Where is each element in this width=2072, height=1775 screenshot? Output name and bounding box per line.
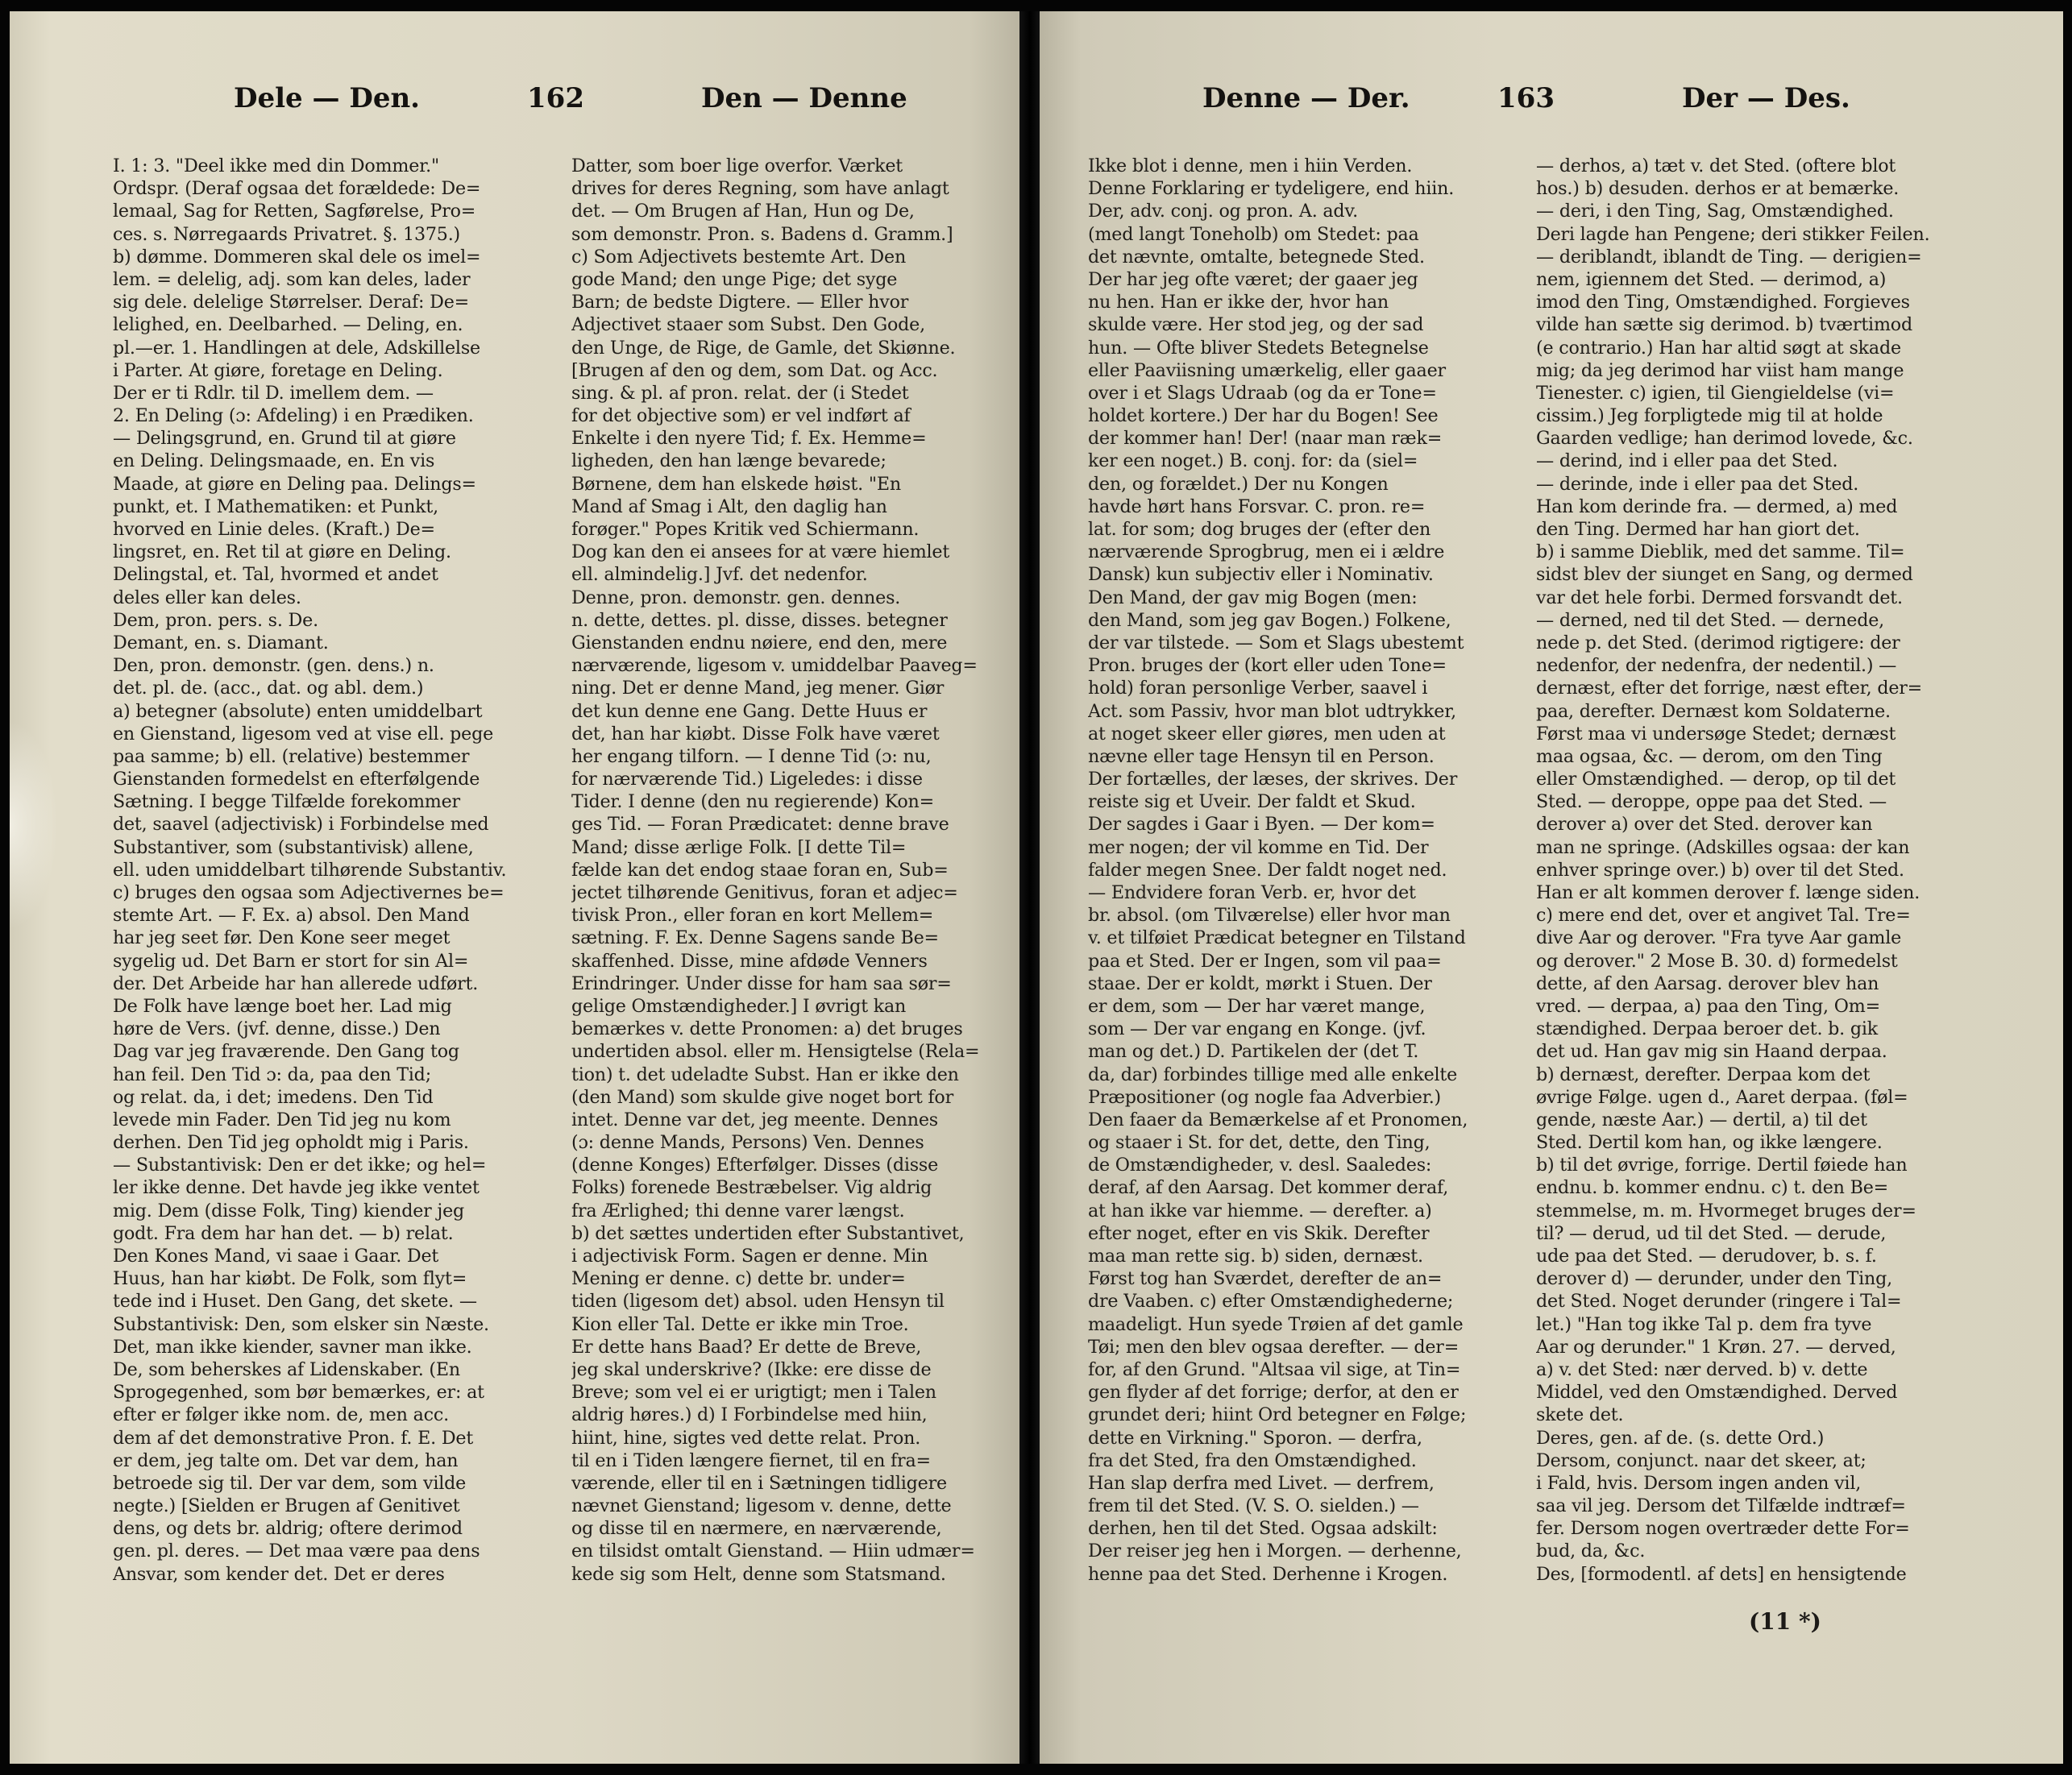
text-line: i Parter. At giøre, foretage en Deling. (113, 359, 443, 381)
text-line: Han er alt kommen derover f. længe siden. (1536, 882, 1920, 903)
text-line: ning. Det er denne Mand, jeg mener. Giør (571, 678, 945, 699)
text-line: punkt, et. I Mathematiken: et Punkt, (113, 496, 438, 517)
text-line: mig. Dem (disse Folk, Ting) kiender jeg (113, 1200, 465, 1221)
text-line: paa, derefter. Dernæst kom Soldaterne. (1536, 700, 1891, 722)
signature-mark: (11 *) (1749, 1608, 1821, 1635)
text-line: enhver springe over.) b) over til det Sted. (1536, 859, 1904, 881)
text-line: man og det.) D. Partikelen der (det T. (1088, 1041, 1419, 1063)
text-line: efter er følger ikke nom. de, men acc. (113, 1404, 449, 1426)
text-line: v. et tilføiet Prædicat betegner en Tilstand (1088, 927, 1466, 949)
text-line: Maade, at giøre en Deling paa. Delings= (113, 473, 476, 495)
text-line: var det hele forbi. Dermed forsvandt det. (1536, 587, 1903, 608)
text-line: derover d) — derunder, under den Ting, (1536, 1268, 1892, 1290)
text-line: nærværende Sprogbrug, men ei i ældre (1088, 541, 1445, 563)
text-line: er dem, som — Der har været mange, (1088, 995, 1426, 1017)
text-line: Der reiser jeg hen i Morgen. — derhenne, (1088, 1541, 1462, 1562)
text-line: han feil. Den Tid ɔ: da, paa den Tid; (113, 1064, 431, 1085)
light-spot (10, 720, 58, 930)
text-line: bud, da, &c. (1536, 1541, 1646, 1562)
text-line: Der er ti Rdlr. til D. imellem dem. — (113, 382, 434, 404)
text-line: forøger." Popes Kritik ved Schiermann. (571, 519, 920, 540)
text-line: for det objective som) er vel indført af (571, 405, 911, 427)
right-page-column-1 (1088, 155, 1528, 1586)
text-line: tivisk Pron., eller foran en kort Mellem= (571, 905, 934, 927)
text-line: Enkelte i den nyere Tid; f. Ex. Hemme= (571, 428, 927, 450)
text-line: (den Mand) som skulde give noget bort for (571, 1086, 953, 1108)
text-line: lat. for som; dog bruges der (efter den (1088, 519, 1431, 540)
text-line: Den Mand, der gav mig Bogen (men: (1088, 587, 1418, 608)
text-line: og derover." 2 Mose B. 30. d) formedelst (1536, 950, 1898, 972)
text-line: tede ind i Huset. Den Gang, det skete. — (113, 1291, 477, 1313)
text-line: — Delingsgrund, en. Grund til at giøre (113, 428, 456, 450)
text-line: i Fald, hvis. Dersom ingen anden vil, (1536, 1472, 1862, 1494)
text-line: nem, igiennem det Sted. — derimod, a) (1536, 268, 1887, 290)
text-line: br. absol. (om Tilværelse) eller hvor man (1088, 905, 1451, 927)
text-line: fra det Sted, fra den Omstændighed. (1088, 1449, 1417, 1471)
text-line: Sted. Dertil kom han, og ikke længere. (1536, 1132, 1883, 1154)
text-line: Mening er denne. c) dette br. under= (571, 1268, 906, 1290)
right-guide-word: Den — Denne (701, 82, 907, 114)
text-line: værende, eller til en i Sætningen tidligere (571, 1472, 947, 1494)
text-line: Deri lagde han Pengene; deri stikker Feilen. (1536, 223, 1930, 245)
text-line: aldrig høres.) d) I Forbindelse med hiin, (571, 1404, 928, 1426)
text-line: — deri, i den Ting, Sag, Omstændighed. (1536, 201, 1894, 222)
text-line: de Omstændigheder, v. desl. Saaledes: (1088, 1155, 1432, 1176)
text-line: skete det. (1536, 1404, 1624, 1426)
text-line: hold) foran personlige Verber, saavel i (1088, 678, 1428, 699)
text-line: stemte Art. — F. Ex. a) absol. Den Mand (113, 905, 470, 927)
text-line: Gienstanden formedelst en efterfølgende (113, 769, 480, 790)
text-line: Børnene, dem han elskede høist. "En (571, 473, 901, 495)
text-line: det nævnte, omtalte, betegnede Sted. (1088, 246, 1425, 267)
text-line: eller Paaviisning umærkelig, eller gaaer (1088, 359, 1446, 381)
text-line: en Deling. Delingsmaade, en. En vis (113, 450, 435, 472)
text-line: — derind, ind i eller paa det Sted. (1536, 450, 1838, 472)
text-line: vred. — derpaa, a) paa den Ting, Om= (1536, 995, 1880, 1017)
text-line: Den Kones Mand, vi saae i Gaar. Det (113, 1246, 439, 1267)
text-line: den Mand, som jeg gav Bogen.) Folkene, (1088, 609, 1451, 631)
text-line: nedenfor, der nedenfra, der nedentil.) — (1536, 655, 1897, 677)
text-line: stemmelse, m. m. Hvormeget bruges der= (1536, 1200, 1916, 1221)
text-line: skaffenhed. Disse, mine afdøde Venners (571, 950, 928, 972)
text-line: Han kom derinde fra. — dermed, a) med (1536, 496, 1898, 517)
text-line: gen flyder af det forrige; derfor, at den er (1088, 1382, 1459, 1404)
text-line: for, af den Grund. "Altsaa vil sige, at Tin= (1088, 1358, 1461, 1380)
left-guide-word: Denne — Der. (1202, 82, 1410, 114)
text-line: [Brugen af den og dem, som Dat. og Acc. (571, 359, 938, 381)
text-line: Ansvar, som kender det. Det er deres (113, 1563, 445, 1585)
text-line: — derhos, a) tæt v. det Sted. (oftere blot (1536, 156, 1896, 176)
text-line: endnu. b. kommer endnu. c) t. den Be= (1536, 1177, 1889, 1199)
text-line: hos.) b) desuden. derhos er at bemærke. (1536, 178, 1900, 200)
text-line: Mand af Smag i Alt, den daglig han (571, 496, 887, 517)
text-line: hun. — Ofte bliver Stedets Betegnelse (1088, 337, 1429, 359)
text-line: drives for deres Regning, som have anlagt (571, 178, 949, 200)
text-line: det, han har kiøbt. Disse Folk have været (571, 723, 940, 744)
text-line: gelige Omstændigheder.] I øvrigt kan (571, 995, 907, 1017)
text-line: tion) t. det udeladte Subst. Han er ikke den (571, 1064, 959, 1085)
text-line: b) dømme. Dommeren skal dele os imel= (113, 246, 481, 267)
text-line: som demonstr. Pron. s. Badens d. Gramm.] (571, 223, 953, 245)
text-line: b) det sættes undertiden efter Substantivet, (571, 1222, 965, 1244)
text-line: Er dette hans Baad? Er dette de Breve, (571, 1336, 922, 1358)
text-line: Tøi; men den blev ogsaa derefter. — der= (1088, 1336, 1460, 1358)
text-line: det kun denne ene Gang. Dette Huus er (571, 700, 928, 722)
text-line: havde hørt hans Forsvar. C. pron. re= (1088, 496, 1426, 517)
text-line: der kommer han! Der! (naar man ræk= (1088, 428, 1443, 450)
text-line: pl.—er. 1. Handlingen at dele, Adskillelse (113, 337, 480, 359)
text-line: fer. Dersom nogen overtræder dette For= (1536, 1518, 1910, 1540)
text-line: ell. almindelig.] Jvf. det nedenfor. (571, 564, 868, 586)
text-line: Sted. — deroppe, oppe paa det Sted. — (1536, 791, 1887, 813)
text-line: (med langt Toneholb) om Stedet: paa (1088, 223, 1419, 245)
text-line: frem til det Sted. (V. S. O. sielden.) — (1088, 1495, 1419, 1517)
text-line: Gaarden vedlige; han derimod lovede, &c. (1536, 428, 1913, 450)
text-line: i adjectivisk Form. Sagen er denne. Min (571, 1246, 928, 1267)
text-line: Der sagdes i Gaar i Byen. — Der kom= (1088, 814, 1435, 836)
text-line: staae. Der er koldt, mørkt i Stuen. Der (1088, 973, 1432, 994)
text-line: henne paa det Sted. Derhenne i Krogen. (1088, 1563, 1448, 1585)
text-line: hiint, hine, sigtes ved dette relat. Pron. (571, 1427, 921, 1449)
text-line: Huus, han har kiøbt. De Folk, som flyt= (113, 1268, 467, 1290)
text-line: dive Aar og derover. "Fra tyve Aar gamle (1536, 927, 1902, 949)
text-line: Ordspr. (Deraf ogsaa det forældede: De= (113, 178, 481, 200)
text-line: — Substantivisk: Den er det ikke; og hel= (113, 1155, 487, 1176)
text-line: Delingstal, et. Tal, hvormed et andet (113, 564, 438, 586)
text-line: man ne springe. (Adskilles ogsaa: der kan (1536, 836, 1910, 858)
text-line: at han ikke var hiemme. — derefter. a) (1088, 1200, 1432, 1221)
text-line: b) i samme Dieblik, med det samme. Til= (1536, 541, 1905, 563)
text-line: maa man rette sig. b) siden, dernæst. (1088, 1246, 1423, 1267)
text-line: gode Mand; den unge Pige; det syge (571, 268, 898, 290)
text-line: nævnet Gienstand; ligesom v. denne, dette (571, 1495, 952, 1517)
text-line: dre Vaaben. c) efter Omstændighederne; (1088, 1291, 1454, 1313)
text-line: mer nogen; der vil komme en Tid. Der (1088, 836, 1429, 858)
text-line: ell. uden umiddelbart tilhørende Substantiv. (113, 859, 507, 881)
text-line: fælde kan det endog staae foran en, Sub= (571, 859, 949, 881)
text-line: Aar og derunder." 1 Krøn. 27. — derved, (1536, 1336, 1896, 1358)
text-line: deles eller kan deles. (113, 587, 301, 608)
text-line: nærværende, ligesom v. umiddelbar Paaveg= (571, 655, 978, 677)
text-line: De, som beherskes af Lidenskaber. (En (113, 1358, 460, 1380)
text-line: som — Der var engang en Konge. (jvf. (1088, 1018, 1426, 1040)
text-line: dens, og dets br. aldrig; oftere derimod (113, 1518, 463, 1540)
text-line: (denne Konges) Efterfølger. Disses (disse (571, 1155, 939, 1176)
text-line: b) dernæst, derefter. Derpaa kom det (1536, 1064, 1871, 1085)
text-line: Substantivisk: Den, som elsker sin Næste. (113, 1313, 489, 1335)
text-line: Gienstanden endnu nøiere, end den, mere (571, 632, 948, 653)
text-line: det ud. Han gav mig sin Haand derpaa. (1536, 1041, 1887, 1063)
text-line: Breve; som vel ei er urigtigt; men i Talen (571, 1382, 936, 1404)
text-line: efter noget, efter en vis Skik. Derefter (1088, 1222, 1430, 1244)
text-line: den Ting. Dermed har han giort det. (1536, 519, 1860, 540)
text-line: ces. s. Nørregaards Privatret. §. 1375.) (113, 223, 461, 245)
text-line: det. — Om Brugen af Han, Hun og De, (571, 201, 915, 222)
text-line: b) til det øvrige, forrige. Dertil føiede han (1536, 1155, 1908, 1176)
text-line: den, og forældet.) Der nu Kongen (1088, 473, 1389, 495)
text-line: — derned, ned til det Sted. — dernede, (1536, 609, 1884, 631)
text-line: let.) "Han tog ikke Tal p. dem fra tyve (1536, 1313, 1872, 1335)
text-line: Dem, pron. pers. s. De. (113, 609, 318, 631)
text-line: dette, af den Aarsag. derover blev han (1536, 973, 1879, 994)
text-line: lelighed, en. Deelbarhed. — Deling, en. (113, 314, 463, 336)
text-line: Først tog han Sværdet, derefter de an= (1088, 1268, 1443, 1290)
text-line: holdet kortere.) Der har du Bogen! See (1088, 405, 1439, 427)
text-line: sygelig ud. Det Barn er stort for sin Al= (113, 950, 469, 972)
text-line: en Gienstand, ligesom ved at vise ell. pege (113, 723, 494, 744)
text-line: Act. som Passiv, hvor man blot udtrykker, (1088, 700, 1457, 722)
text-line: og staaer i St. for det, dette, den Ting, (1088, 1132, 1430, 1154)
text-line: Den, pron. demonstr. (gen. dens.) n. (113, 655, 434, 677)
text-line: Adjectivet staaer som Subst. Den Gode, (571, 314, 925, 336)
text-line: kede sig som Helt, denne som Statsmand. (571, 1563, 946, 1585)
text-line: at noget skeer eller giøres, men uden at (1088, 723, 1446, 744)
text-line: Dersom, conjunct. naar det skeer, at; (1536, 1449, 1866, 1471)
text-line: lingsret, en. Ret til at giøre en Deling. (113, 541, 451, 563)
text-line: nævne eller tage Hensyn til en Person. (1088, 745, 1435, 767)
text-line: den Unge, de Rige, de Gamle, det Skiønne. (571, 337, 956, 359)
text-line: Folks) forenede Bestræbelser. Vig aldrig (571, 1177, 932, 1199)
text-line: Sprogegenhed, som bør bemærkes, er: at (113, 1382, 484, 1404)
text-line: deraf, af den Aarsag. Det kommer deraf, (1088, 1177, 1449, 1199)
text-line: Det, man ikke kiender, savner man ikke. (113, 1336, 472, 1358)
text-line: Substantiver, som (substantivisk) allene, (113, 836, 474, 858)
left-page-column-1 (113, 155, 558, 1586)
text-line: sætning. F. Ex. Denne Sagens sande Be= (571, 927, 939, 949)
text-line: jectet tilhørende Genitivus, foran et adjec= (571, 882, 958, 903)
text-line: tiden (ligesom det) absol. uden Hensyn til (571, 1291, 945, 1313)
text-line: Der har jeg ofte været; der gaaer jeg (1088, 268, 1418, 290)
text-line: — Endvidere foran Verb. er, hvor det (1088, 882, 1416, 903)
text-line: Ikke blot i denne, men i hiin Verden. (1088, 156, 1413, 176)
text-line: cissim.) Jeg forpligtede mig til at holde (1536, 405, 1883, 427)
text-line: er dem, jeg talte om. Det var dem, han (113, 1449, 459, 1471)
text-line: Præpositioner (og nogle faa Adverbier.) (1088, 1086, 1442, 1108)
text-line: stændighed. Derpaa beroer det. b. gik (1536, 1018, 1879, 1040)
text-line: Des, [formodentl. af dets] en hensigtende (1536, 1563, 1907, 1585)
text-line: dernæst, efter det forrige, næst efter, der= (1536, 678, 1923, 699)
text-line: gende, næste Aar.) — dertil, a) til det (1536, 1109, 1867, 1130)
text-line: bemærkes v. dette Pronomen: a) det bruges (571, 1018, 963, 1040)
text-line: derhen, hen til det Sted. Ogsaa adskilt: (1088, 1518, 1438, 1540)
text-line: lemaal, Sag for Retten, Sagførelse, Pro= (113, 201, 476, 222)
text-line: Denne Forklaring er tydeligere, end hiin. (1088, 178, 1455, 200)
text-line: dette en Virkning." Sporon. — derfra, (1088, 1427, 1422, 1449)
text-line: nu hen. Han er ikke der, hvor han (1088, 292, 1389, 313)
text-line: for nærværende Tid.) Ligeledes: i disse (571, 769, 923, 790)
text-line: levede min Fader. Den Tid jeg nu kom (113, 1109, 451, 1130)
text-line: derhen. Den Tid jeg opholdt mig i Paris. (113, 1132, 469, 1154)
text-line: Sætning. I begge Tilfælde forekommer (113, 791, 460, 813)
left-page-column-2 (571, 155, 1007, 1586)
text-line: — derinde, inde i eller paa det Sted. (1536, 473, 1859, 495)
text-line: det Sted. Noget derunder (ringere i Tal= (1536, 1291, 1902, 1313)
text-line: skulde være. Her stod jeg, og der sad (1088, 314, 1424, 336)
text-line: og disse til en nærmere, en nærværende, (571, 1518, 942, 1540)
text-line: (ɔ: denne Mands, Persons) Ven. Dennes (571, 1132, 924, 1154)
text-line: Pron. bruges der (kort eller uden Tone= (1088, 655, 1447, 677)
text-line: ligheden, den han længe bevarede; (571, 450, 887, 472)
text-line: til en i Tiden længere fiernet, til en fra= (571, 1449, 931, 1471)
text-line: Den faaer da Bemærkelse af et Pronomen, (1088, 1109, 1468, 1130)
text-line: Demant, en. s. Diamant. (113, 632, 329, 653)
left-guide-word: Dele — Den. (234, 82, 421, 114)
text-line: en tilsidst omtalt Gienstand. — Hiin udmær= (571, 1541, 975, 1562)
text-line: Datter, som boer lige overfor. Værket (571, 156, 903, 176)
text-line: c) mere end det, over et angivet Tal. Tre= (1536, 905, 1911, 927)
text-line: over i et Slags Udraab (og da er Tone= (1088, 382, 1437, 404)
text-line: c) Som Adjectivets bestemte Art. Den (571, 246, 907, 267)
text-line: falder megen Snee. Der faldt noget ned. (1088, 859, 1447, 881)
text-line: ude paa det Sted. — derudover, b. s. f. (1536, 1246, 1877, 1267)
text-line: her engang tilforn. — I denne Tid (ɔ: nu, (571, 745, 932, 767)
text-line: Først maa vi undersøge Stedet; dernæst (1536, 723, 1896, 744)
text-line: hvorved en Linie deles. (Kraft.) De= (113, 519, 435, 540)
text-line: sing. & pl. af pron. relat. der (i Stedet (571, 382, 909, 404)
text-line: paa samme; b) ell. (relative) bestemmer (113, 745, 470, 767)
page-number: 163 (1497, 82, 1555, 114)
text-line: De Folk have længe boet her. Lad mig (113, 995, 452, 1017)
text-line: undertiden absol. eller m. Hensigtelse (Rela= (571, 1041, 980, 1063)
text-line: og relat. da, i det; imedens. Den Tid (113, 1086, 434, 1108)
text-line: lem. = delelig, adj. som kan deles, lader (113, 268, 471, 290)
text-line: derover a) over det Sted. derover kan (1536, 814, 1873, 836)
text-line: Deres, gen. af de. (s. dette Ord.) (1536, 1427, 1825, 1449)
text-line: ler ikke denne. Det havde jeg ikke ventet (113, 1177, 480, 1199)
text-line: eller Omstændighed. — derop, op til det (1536, 769, 1896, 790)
text-line: Dog kan den ei ansees for at være hiemlet (571, 541, 950, 563)
text-line: Dag var jeg fraværende. Den Gang tog (113, 1041, 459, 1063)
text-line: reiste sig et Uveir. Der faldt et Skud. (1088, 791, 1416, 813)
text-line: betroede sig til. Der var dem, som vilde (113, 1472, 467, 1494)
text-line: Barn; de bedste Digtere. — Eller hvor (571, 292, 909, 313)
text-line: negte.) [Sielden er Brugen af Genitivet (113, 1495, 460, 1517)
text-line: Han slap derfra med Livet. — derfrem, (1088, 1472, 1435, 1494)
text-line: maadeligt. Hun syede Trøien af det gamle (1088, 1313, 1464, 1335)
text-line: vilde han sætte sig derimod. b) tværtimod (1536, 314, 1912, 336)
page-number: 162 (527, 82, 584, 114)
text-line: øvrige Følge. ugen d., Aaret derpaa. (føl= (1536, 1086, 1908, 1108)
right-page (1040, 11, 2063, 1764)
text-line: saa vil jeg. Dersom det Tilfælde indtræf= (1536, 1495, 1906, 1517)
text-line: fra Ærlighed; thi denne varer længst. (571, 1200, 905, 1221)
text-line: 2. En Deling (ɔ: Afdeling) i en Prædiken. (113, 405, 474, 427)
text-line: mig; da jeg derimod har viist ham mange (1536, 359, 1904, 381)
text-line: Tienester. c) igien, til Giengieldelse (vi= (1536, 382, 1895, 404)
text-line: grundet deri; hiint Ord betegner en Følge; (1088, 1404, 1467, 1426)
text-line: ker een noget.) B. conj. for: da (siel= (1088, 450, 1418, 472)
text-line: Kion eller Tal. Dette er ikke min Troe. (571, 1313, 909, 1335)
book-gutter (1019, 11, 1040, 1764)
text-line: Middel, ved den Omstændighed. Derved (1536, 1382, 1898, 1404)
text-line: Tider. I denne (den nu regierende) Kon= (571, 791, 935, 813)
text-line: I. 1: 3. "Deel ikke med din Dommer." (113, 156, 439, 176)
text-line: (e contrario.) Han har altid søgt at skade (1536, 337, 1901, 359)
left-page (10, 11, 1019, 1764)
text-line: Erindringer. Under disse for ham saa sør= (571, 973, 952, 994)
text-line: nede p. det Sted. (derimod rigtigere: der (1536, 632, 1900, 653)
text-line: til? — derud, ud til det Sted. — derude, (1536, 1222, 1887, 1244)
text-line: gen. pl. deres. — Det maa være paa dens (113, 1541, 480, 1562)
text-line: da, dar) forbindes tillige med alle enkelte (1088, 1064, 1458, 1085)
right-guide-word: Der — Des. (1682, 82, 1850, 114)
text-line: maa ogsaa, &c. — derom, om den Ting (1536, 745, 1883, 767)
text-line: det. pl. de. (acc., dat. og abl. dem.) (113, 678, 424, 699)
text-line: a) betegner (absolute) enten umiddelbart (113, 700, 483, 722)
text-line: Der fortælles, der læses, der skrives. Der (1088, 769, 1458, 790)
text-line: paa et Sted. Der er Ingen, som vil paa= (1088, 950, 1442, 972)
text-line: har jeg seet før. Den Kone seer meget (113, 927, 451, 949)
text-line: høre de Vers. (jvf. denne, disse.) Den (113, 1018, 441, 1040)
text-line: a) v. det Sted: nær derved. b) v. dette (1536, 1358, 1868, 1380)
text-line: der. Det Arbeide har han allerede udført. (113, 973, 479, 994)
text-line: imod den Ting, Omstændighed. Forgieves (1536, 292, 1910, 313)
text-line: — deriblandt, iblandt de Ting. — derigien= (1536, 246, 1922, 267)
left-page-header (10, 82, 1019, 131)
text-line: sidst blev der siunget en Sang, og dermed (1536, 564, 1913, 586)
text-line: Der, adv. conj. og pron. A. adv. (1088, 201, 1358, 222)
text-line: sig dele. delelige Størrelser. Deraf: De= (113, 292, 470, 313)
text-line: dem af det demonstrative Pron. f. E. Det (113, 1427, 474, 1449)
text-line: c) bruges den ogsaa som Adjectivernes be= (113, 882, 505, 903)
text-line: intet. Denne var det, jeg meente. Dennes (571, 1109, 938, 1130)
text-line: Mand; disse ærlige Folk. [I dette Til= (571, 836, 907, 858)
right-page-column-2 (1536, 155, 1979, 1586)
text-line: Denne, pron. demonstr. gen. dennes. (571, 587, 901, 608)
text-line: jeg skal underskrive? (Ikke: ere disse de (571, 1358, 932, 1380)
text-line: der var tilstede. — Som et Slags ubestemt (1088, 632, 1464, 653)
right-page-header (1040, 82, 2063, 131)
text-line: Dansk) kun subjectiv eller i Nominativ. (1088, 564, 1434, 586)
text-line: n. dette, dettes. pl. disse, disses. betegner (571, 609, 948, 631)
text-line: ges Tid. — Foran Prædicatet: denne brave (571, 814, 949, 836)
text-line: det, saavel (adjectivisk) i Forbindelse med (113, 814, 489, 836)
text-line: godt. Fra dem har han det. — b) relat. (113, 1222, 454, 1244)
